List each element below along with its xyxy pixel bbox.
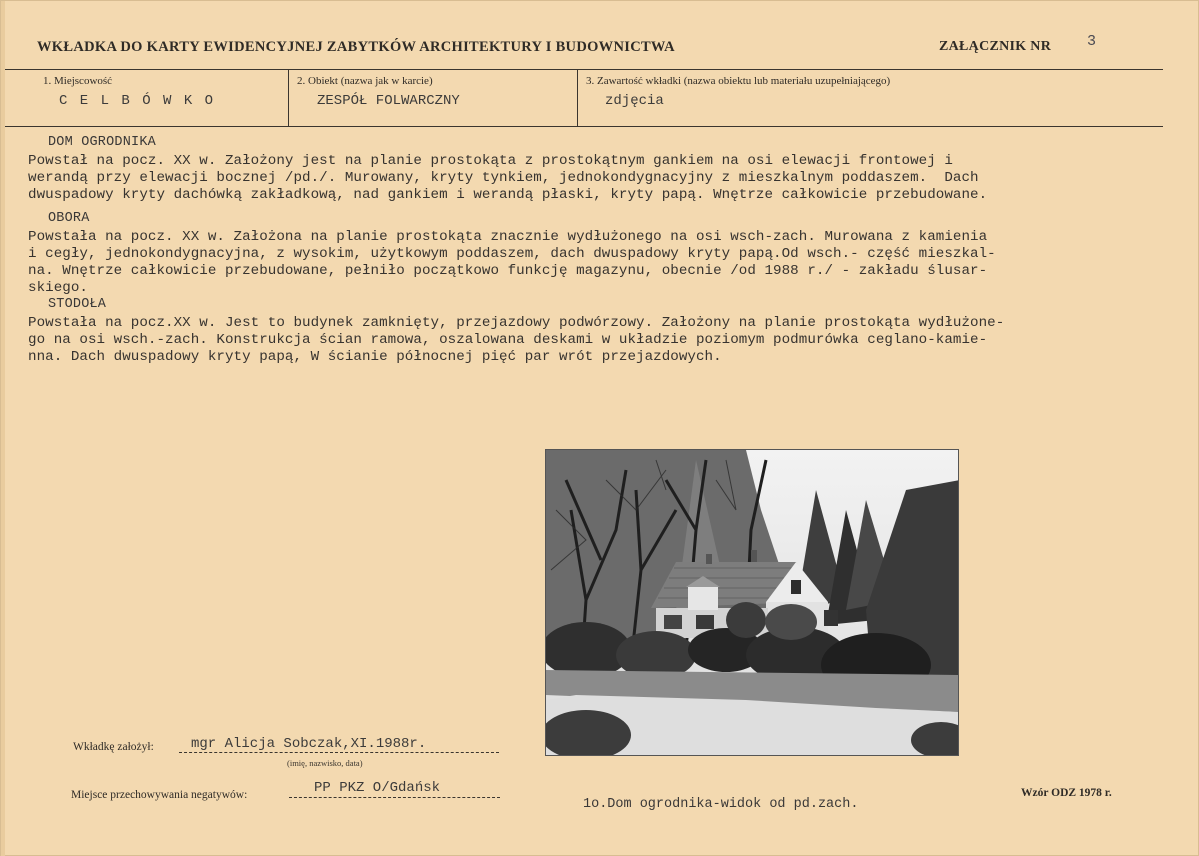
photo-caption: 1o.Dom ogrodnika-widok od pd.zach. bbox=[583, 797, 859, 812]
section-text-line: dwuspadowy kryty dachówką zakładkową, nad gankiem i werandą płaski, kryty papą. Wnętrze całkowicie przebudowane. bbox=[28, 187, 988, 203]
negatives-label: Miejsce przechowywania negatywów: bbox=[71, 789, 248, 801]
house-photograph bbox=[545, 449, 959, 756]
section-text-line: Powstała na pocz.XX w. Jest to budynek zamknięty, przejazdowy podwórzowy. Założony na planie prostokąta wydłużone- bbox=[28, 315, 1005, 331]
author-value: mgr Alicja Sobczak,XI.1988r. bbox=[191, 736, 427, 752]
section-text-line: i cegły, jednokondygnacyjna, z wysokim, użytkowym poddaszem, dach dwuspadowy kryty papą.Od wsch.- część mieszkal- bbox=[28, 246, 996, 262]
negatives-underline bbox=[289, 797, 500, 798]
object-value: ZESPÓŁ FOLWARCZNY bbox=[317, 93, 460, 109]
locality-label: 1. Miejscowość bbox=[43, 75, 113, 87]
header-rule-bottom bbox=[5, 126, 1163, 127]
annex-label: ZAŁĄCZNIK NR bbox=[939, 39, 1052, 54]
section-text-line: werandą przy elewacji bocznej /pd./. Murowany, kryty tynkiem, jednokondygnacyjny z mieszkalnym poddaszem. Dach bbox=[28, 170, 979, 186]
section-text-line: nna. Dach dwuspadowy kryty papą, W ścianie północnej pięć par wrót przejazdowych. bbox=[28, 349, 722, 365]
negatives-value: PP PKZ O/Gdańsk bbox=[314, 780, 441, 796]
locality-value: C E L B Ó W K O bbox=[59, 93, 216, 109]
photo-illustration bbox=[546, 450, 959, 756]
field-divider-1 bbox=[288, 69, 289, 126]
author-sub-label: (imię, nazwisko, data) bbox=[287, 758, 363, 768]
section-text-line: Powstał na pocz. XX w. Założony jest na planie prostokąta z prostokątnym gankiem na osi elewacji frontowej i bbox=[28, 153, 953, 169]
header-rule-top bbox=[5, 69, 1163, 70]
section-heading-barn: OBORA bbox=[48, 211, 90, 226]
section-text-line: skiego. bbox=[28, 280, 88, 296]
section-text-line: na. Wnętrze całkowicie przebudowane, pełniło początkowo funkcję magazynu, obecnie /od 1988 r./ - zakładu ślusar- bbox=[28, 263, 988, 279]
contents-label: 3. Zawartość wkładki (nazwa obiektu lub materiału uzupełniającego) bbox=[586, 75, 891, 87]
field-divider-2 bbox=[577, 69, 578, 126]
author-underline bbox=[179, 752, 499, 753]
section-heading-granary: STODOŁA bbox=[48, 297, 107, 312]
form-code: Wzór ODZ 1978 r. bbox=[1021, 787, 1112, 799]
object-label: 2. Obiekt (nazwa jak w karcie) bbox=[297, 75, 433, 87]
author-label: Wkładkę założył: bbox=[73, 741, 154, 753]
section-text-line: go na osi wsch.-zach. Konstrukcja ścian ramowa, oszalowana deskami w układzie poziomym podmurówka ceglano-kamie- bbox=[28, 332, 988, 348]
section-heading-gardener-house: DOM OGRODNIKA bbox=[48, 135, 156, 150]
card-edge bbox=[1, 1, 5, 856]
contents-value: zdjęcia bbox=[605, 93, 664, 109]
card-title: WKŁADKA DO KARTY EWIDENCYJNEJ ZABYTKÓW ARCHITEKTURY I BUDOWNICTWA bbox=[37, 39, 675, 55]
section-text-line: Powstała na pocz. XX w. Założona na planie prostokąta znacznie wydłużonego na osi wsch-zach. Murowana z kamienia bbox=[28, 229, 988, 245]
annex-number: 3 bbox=[1087, 33, 1097, 50]
